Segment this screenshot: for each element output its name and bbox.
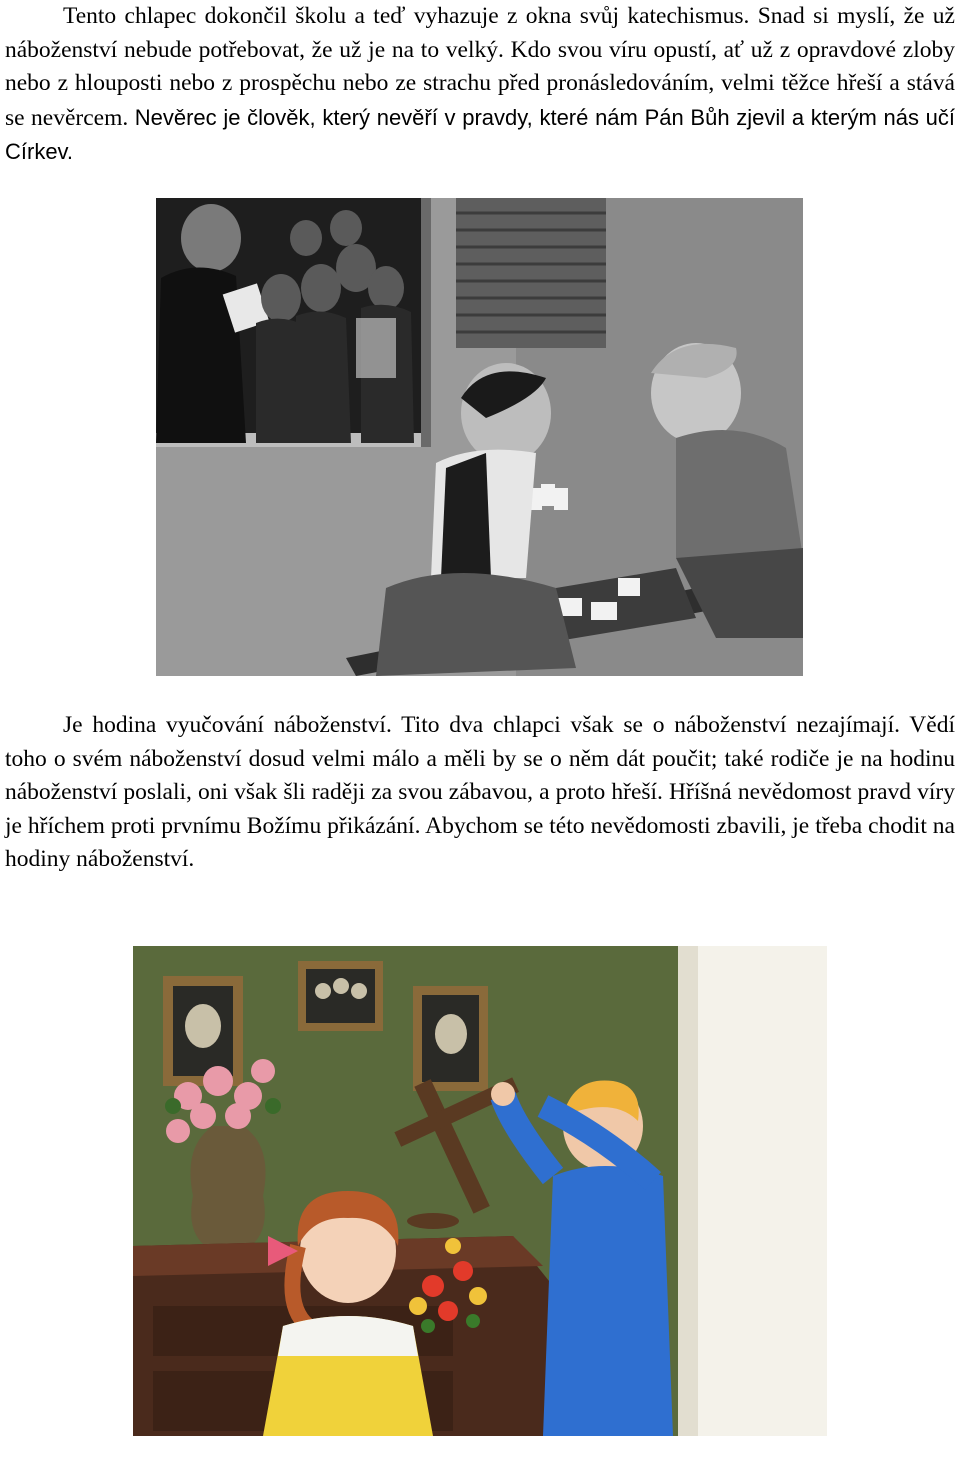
paragraph-1-definition: Nevěrec je člověk, který nevěří v pravdy, které nám Pán Bůh zjevil a kterým nás učí Církev. (5, 104, 956, 165)
paragraph-1 (5, 0, 955, 170)
doorframe (693, 946, 827, 1436)
paragraph-2 (5, 709, 955, 877)
window-shutter (456, 198, 606, 348)
illustration-boys-playing-cards (156, 198, 803, 676)
illustration-children-crucifix (133, 946, 827, 1436)
paragraph-2-text: Je hodina vyučování náboženství. Tito dva chlapci však se o náboženství nezajímají. Vědí toho o svém náboženství dosud velmi málo a měli by se o něm dát poučit; také rodiče je na hodinu náboženství poslali, oni však šli raději za svou zábavou, a proto hřeší. Hříšná nevědomost pravd víry je hříchem proti prvnímu Božímu přikázání. Abychom se této nevědomosti zbavili, je třeba chodit na hodiny náboženství. (5, 712, 955, 873)
paragraph-1-text: Tento chlapec dokončil školu a teď vyhazuje z okna svůj katechismus. Snad si myslí, že už náboženství nebude potřebovat, že už je na to velký. Kdo svou víru opustí, ať už z opravdové zloby nebo z hlouposti nebo z prospěchu nebo ze strachu před pronásledováním, velmi těžce hřeší a stává se nevěrcem. (5, 3, 955, 131)
